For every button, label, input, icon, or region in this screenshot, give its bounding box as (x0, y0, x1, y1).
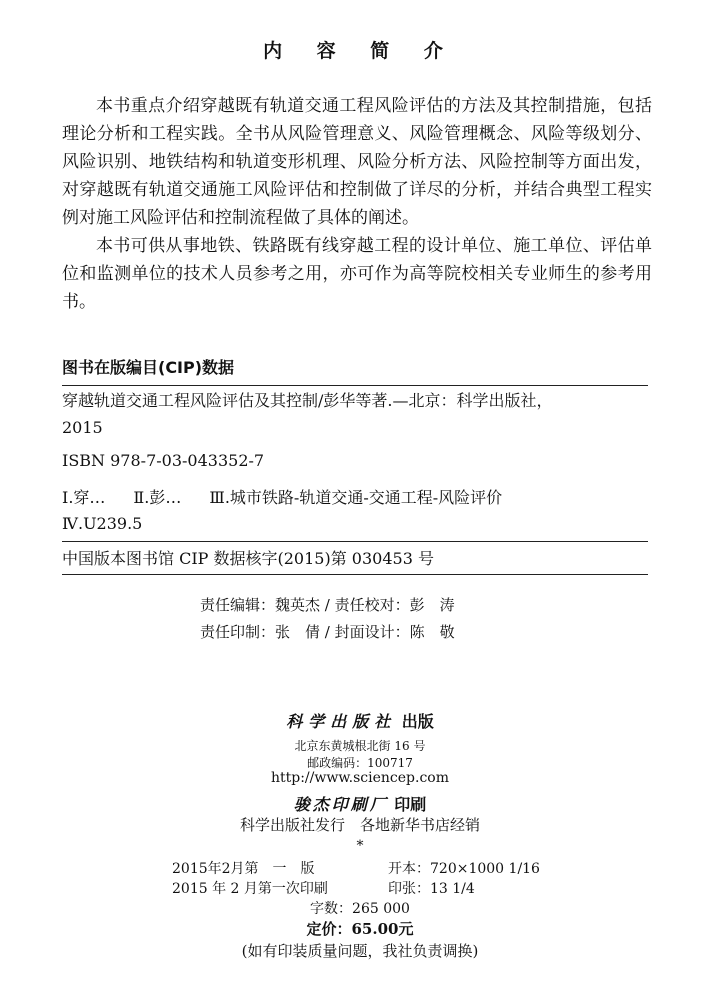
cip-heading: 图书在版编目(CIP)数据 (62, 358, 235, 377)
spec-format: 开本：720×1000 1/16 (388, 861, 540, 877)
publisher-postcode: 邮政编码：100717 (307, 756, 413, 770)
publisher-website: http://www.sciencep.com (270, 770, 449, 786)
cip-middle-rule (62, 541, 648, 542)
summary-paragraph-1: 本书重点介绍穿越既有轨道交通工程风险评估的方法及其控制措施，包括理论分析和工程实践。全书从风险管理意义、风险管理概念、风险等级划分、风险识别、地铁结构和轨道变形机理、风险分析方法、风险控制等方面出发，对穿越既有轨道交通施工风险评估和控制做了详尽的分析，并结合典型工程实例对施工风险评估和控制流程做了具体的阐述。 (62, 96, 652, 228)
cip-citation-line-1: 穿越轨道交通工程风险评估及其控制/彭华等著.—北京：科学出版社， (62, 391, 553, 410)
cip-classification-item: Ⅱ.彭… (133, 488, 182, 507)
publisher-line (0, 709, 720, 732)
page-title: 内 容 简 介 (263, 40, 457, 62)
cip-citation-line-2: 2015 (62, 418, 103, 437)
cip-classification-item: Ⅲ.城市铁路-轨道交通-交通工程-风险评价 (209, 488, 503, 507)
cip-bottom-rule (62, 574, 648, 575)
publisher-role: 出版 (401, 712, 434, 731)
spec-sheets: 印张：13 1/4 (388, 881, 475, 897)
publisher-address: 北京东黄城根北街 16 号 (294, 739, 426, 753)
cip-isbn: ISBN 978-7-03-043352-7 (62, 451, 265, 470)
cip-record-number: 中国版本图书馆 CIP 数据核字(2015)第 030453 号 (62, 549, 434, 568)
printer-name: 骏杰印刷厂 (293, 795, 389, 814)
cip-classification-line-2: Ⅳ.U239.5 (62, 514, 143, 533)
printer-role: 印刷 (394, 795, 427, 814)
separator-star: * (356, 838, 364, 854)
spec-edition: 2015年2月第 一 版 (172, 861, 315, 877)
cip-classification (62, 486, 652, 510)
quality-note: (如有印装质量问题，我社负责调换) (241, 942, 479, 960)
cip-top-rule (62, 385, 648, 386)
summary-paragraph-2: 本书可供从事地铁、铁路既有线穿越工程的设计单位、施工单位、评估单位和监测单位的技术人员参考之用，亦可作为高等院校相关专业师生的参考用书。 (62, 236, 652, 312)
distribution: 科学出版社发行 各地新华书店经销 (239, 816, 480, 834)
publisher-name: 科学出版社 (286, 712, 397, 731)
price: 定价：65.00元 (306, 920, 414, 938)
spec-word-count: 字数：265 000 (310, 901, 410, 917)
cip-classification-item: Ⅰ.穿… (62, 488, 106, 507)
credits-line-2: 责任印制：张 倩 / 封面设计：陈 敬 (200, 623, 455, 641)
printer-line (0, 792, 720, 815)
credits-line-1: 责任编辑：魏英杰 / 责任校对：彭 涛 (200, 596, 455, 614)
spec-printing: 2015 年 2 月第一次印刷 (172, 881, 328, 897)
